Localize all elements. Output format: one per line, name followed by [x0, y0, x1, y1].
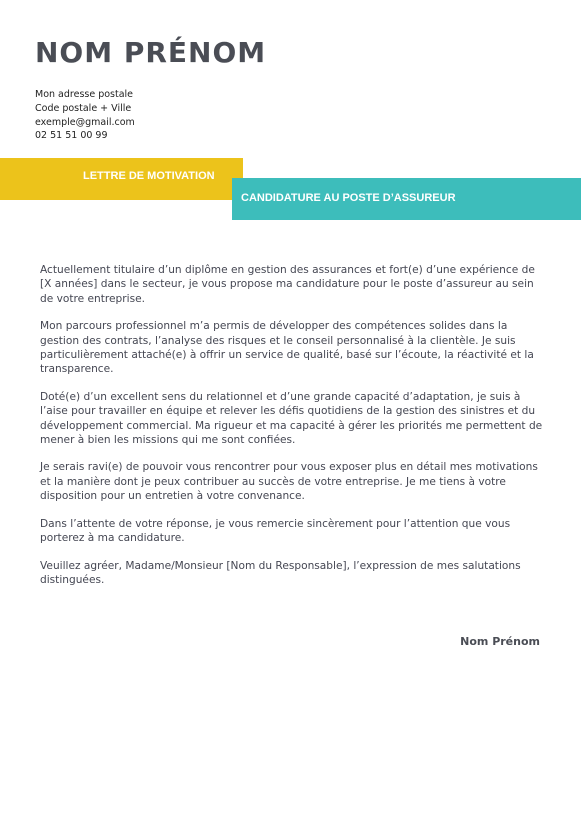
letter-type-banner — [0, 158, 243, 200]
email-address: exemple@gmail.com — [35, 116, 135, 128]
contact-block — [35, 88, 135, 143]
paragraph-thanks: Dans l’attente de votre réponse, je vous remercie sincèrement pour l’attention que vous porterez à ma candidature. — [40, 517, 511, 545]
paragraph-skills: Doté(e) d’un excellent sens du relationnel et d’une grande capacité d’adaptation, je suis à l’aise pour travailler en équipe et relever les défis quotidiens de la gestion des sinistres et du développement commercial. Ma rigueur et ma capacité à gérer les priorités me permettent de mener à bien les missions qui me sont confiées. — [40, 390, 543, 447]
paragraph-intro: Actuellement titulaire d’un diplôme en gestion des assurances et fort(e) d’une expérience de [X années] dans le secteur, je vous propose ma candidature pour le poste d’assureur au sein de votre entreprise. — [40, 264, 535, 305]
paragraph-meeting: Je serais ravi(e) de pouvoir vous rencontrer pour vous exposer plus en détail mes motivations et la manière dont je peux contribuer au succès de votre entreprise. Je me tiens à votre disposition pour un entretien à votre convenance. — [40, 461, 538, 503]
signature: Nom Prénom — [460, 635, 540, 648]
postal-code-city: Code postale + Ville — [35, 102, 132, 114]
page-title: NOM PRÉNOM — [35, 36, 267, 69]
position-banner — [232, 178, 581, 220]
position-label: CANDIDATURE AU POSTE D’ASSUREUR — [241, 192, 456, 204]
letter-type-label: LETTRE DE MOTIVATION — [83, 170, 215, 182]
paragraph-closing: Veuillez agréer, Madame/Monsieur [Nom du Responsable], l’expression de mes salutations distinguées. — [40, 559, 521, 586]
postal-address: Mon adresse postale — [35, 89, 134, 100]
paragraph-experience: Mon parcours professionnel m’a permis de développer des compétences solides dans la gestion des contrats, l’analyse des risques et le conseil personnalisé à la clientèle. Je suis particulièrement attaché(e) à offrir un service de qualité, basé sur l’écoute, la réactivité et la transparence. — [40, 320, 534, 376]
phone-number: 02 51 51 00 99 — [35, 130, 108, 142]
letter-body — [40, 263, 545, 600]
